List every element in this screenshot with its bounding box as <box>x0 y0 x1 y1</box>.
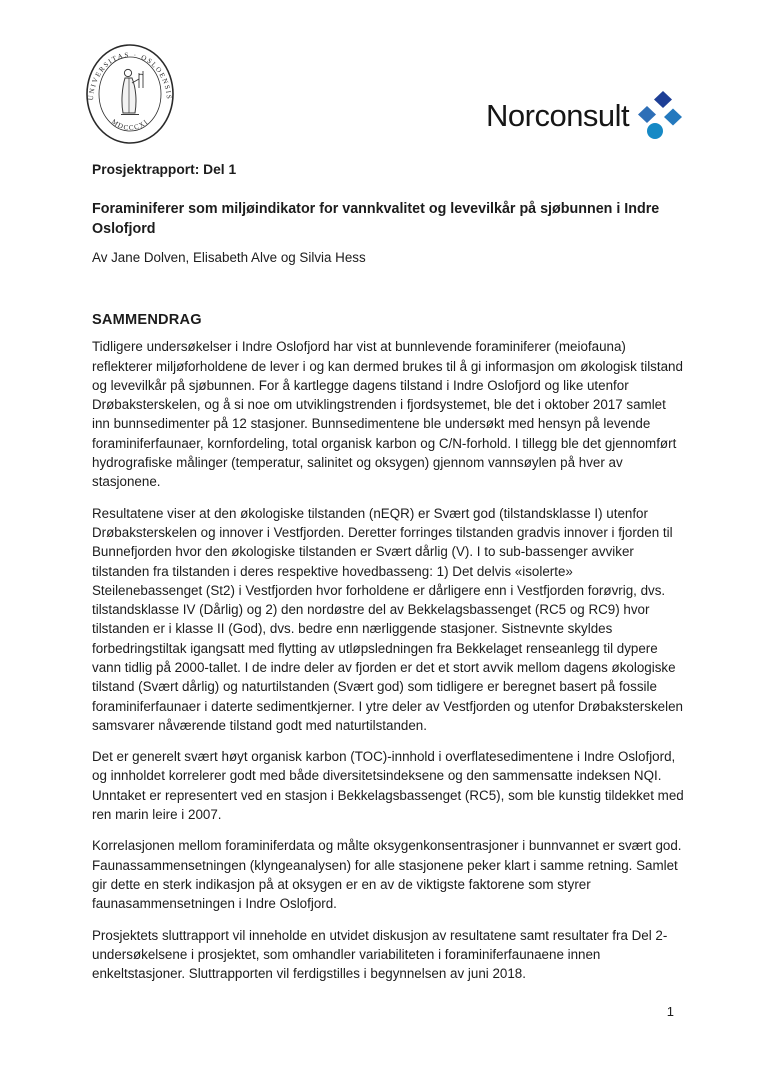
byline: Av Jane Dolven, Elisabeth Alve og Silvia Hess <box>92 249 366 265</box>
svg-text:MDCCCXI <box>110 118 150 132</box>
summary-paragraph-1: Tidligere undersøkelser i Indre Oslofjord har vist at bunnlevende foraminiferer (meiofauna) reflekterer miljøforholdene de lever i og kan dermed brukes til å gi informasjon om økologisk tilstand og levevilkår på sjøbunnen. For å kartlegge dagens tilstand i Indre Oslofjord og like utenfor Drøbaksterskelen, og å si noe om utviklingstrenden i fjordsystemet, ble det i oktober 2017 samlet inn bunnsedimenter på 12 stasjoner. Bunnsedimentene ble undersøkt med hensyn på levende foraminiferfaunaer, kornfordeling, total organisk karbon og C/N-forhold. I tillegg ble det gjennomført hydrografiske målinger (temperatur, salinitet og oksygen) gjennom vannsøylen på hver av stasjonene. <box>92 339 683 490</box>
seal-figure <box>121 69 143 114</box>
summary-paragraph-3: Det er generelt svært høyt organisk karbon (TOC)-innhold i overflatesedimentene i Indre Oslofjord, og innholdet korrelerer godt med både diversitetsindeksene og den sammensatte indeksen NQI. Unntaket er representert ved en stasjon i Bekkelagsbassenget (RC5), som ble kunstig tildekket med ren marin leire i 2007. <box>92 749 684 823</box>
norconsult-wordmark: Norconsult <box>486 97 630 133</box>
document-title: Foraminiferer som miljøindikator for vannkvalitet og levevilkår på sjøbunnen i Indre Oslofjord <box>92 200 660 238</box>
seal-arc-label: UNIVERSITAS · OSLOENSIS <box>86 50 174 101</box>
document-body <box>92 161 684 995</box>
norconsult-right-diamond <box>664 109 682 126</box>
summary-paragraph-5: Prosjektets sluttrapport vil inneholde en utvidet diskusjon av resultatene samt resultater fra Del 2-undersøkelsene i prosjektet, som omhandler variabiliteten i foraminiferfaunaene innen enkeltstasjoner. Sluttrapporten vil ferdigstilles i begynnelsen av juni 2018. <box>92 927 668 982</box>
page-number: 1 <box>666 1004 674 1019</box>
norconsult-left-diamond <box>638 106 656 123</box>
norconsult-bottom-circle <box>647 123 663 139</box>
seal-year-label: MDCCCXI <box>110 117 151 133</box>
summary-paragraph-4: Korrelasjonen mellom foraminiferdata og målte oksygenkonsentrasjoner i bunnvannet er svært god. Faunassammensetningen (klyngeanalysen) for alle stasjonene peker klart i samme retning. Samlet gir dette en sterk indikasjon på at oksygen er en av de viktigste faktorene som styrer faunasammensetningen i Indre Oslofjord. <box>92 838 682 912</box>
norconsult-logo <box>486 90 685 140</box>
norconsult-diamond-icon <box>638 90 685 140</box>
norconsult-top-diamond <box>654 91 672 108</box>
report-label: Prosjektrapport: Del 1 <box>92 162 237 177</box>
summary-paragraph-2: Resultatene viser at den økologiske tilstanden (nEQR) er Svært god (tilstandsklasse I) utenfor Drøbaksterskelen og innover i Vestfjorden. Deretter forringes tilstanden gradvis innover i fjorden til Bunnefjorden hvor den økologiske tilstanden er Svært dårlig (V). I to sub-bassenger avviker tilstanden fra tilstanden i deres respektive hovedbasseng: 1) Det delvis «isolerte» Steilenebassenget (St2) i Vestfjorden hvor forholdene er dårligere enn i Vestfjorden forøvrig, dvs. tilstandsklasse IV (Dårlig) og 2) den nordøstre del av Bekkelagsbassenget (RC5 og RC9) hvor tilstanden er i klasse II (God), dvs. bedre enn nærliggende stasjoner. Sistnevnte skyldes forbedringstiltak igangsatt med flytting av utløpsledningen fra Bekkelaget renseanlegg til dypere vann tidlig på 2000-tallet. I de indre deler av fjorden er det et stort avvik mellom dagens økologiske tilstand (Svært dårlig) og naturtilstanden (Svært god) som tidligere er beregnet basert på fossile foraminiferfaunaer i daterte sedimentkjerner. I ytre deler av Vestfjorden og utenfor Drøbaksterskelen samsvarer nåværende tilstand godt med naturtilstanden. <box>92 505 683 733</box>
section-heading-sammendrag: SAMMENDRAG <box>92 312 202 329</box>
uio-seal-icon <box>84 42 176 146</box>
